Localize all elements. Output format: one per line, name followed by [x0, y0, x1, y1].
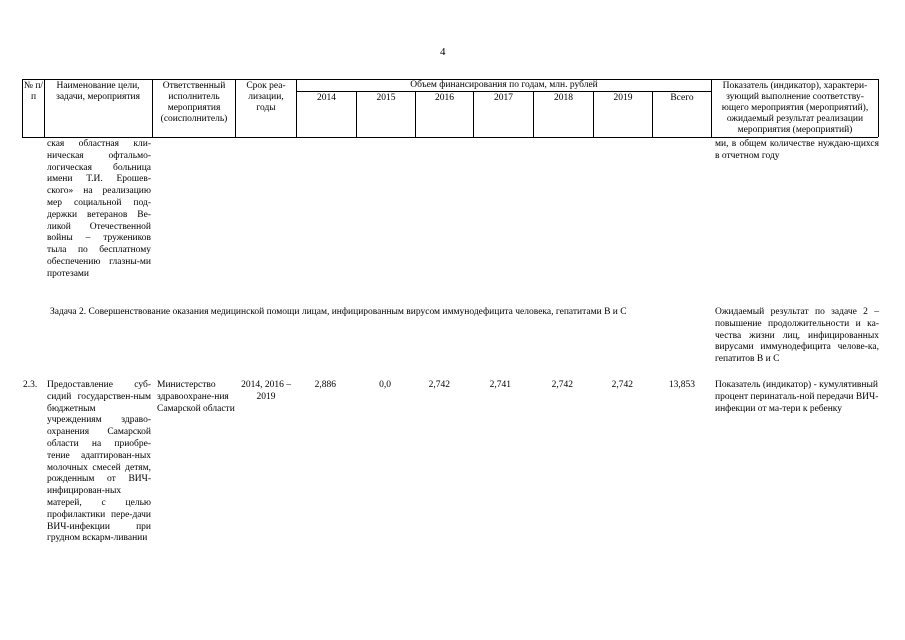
row-value-2019: 2,742 — [611, 380, 633, 390]
row-value-2016: 2,742 — [428, 380, 450, 390]
task-2-expected-result: Ожидаемый результат по задаче 2 – повышение продолжительности и ка-чества жизни лиц, инфицированных вирусами иммунодефицита челове-ка, гепатитов В и С — [715, 307, 879, 365]
row-value-total: 13,853 — [668, 380, 695, 390]
task-2-title: Задача 2. Совершенствование оказания медицинской помощи лицам, инфицированным вирусом иммунодефицита человека, гепатитами В и С — [50, 307, 627, 317]
row-value-2014: 2,886 — [314, 380, 336, 390]
header-col-indicator: Показатель (индикатор), характери-зующий выполнение соответству-ющего мероприятия (мероприятий), ожидаемый результат реализации мероприятия (мероприятий) — [721, 81, 869, 135]
header-col-number: № п/п — [23, 81, 44, 102]
header-year-2016: 2016 — [435, 93, 454, 103]
header-year-2015: 2015 — [376, 93, 396, 103]
row-term: 2014, 2016 – 2019 — [241, 380, 291, 402]
header-total: Всего — [670, 93, 694, 103]
header-year-2018: 2018 — [554, 93, 573, 103]
row-responsible: Министерство здравоохране-ния Самарской области — [157, 380, 235, 414]
header-col-responsible: Ответственный исполнитель мероприятия (соисполнитель) — [160, 81, 228, 124]
row-name: Предоставление суб-сидий государствен-ным бюджетным учреждениям здраво-охранения Самарской области на приобре-тение адаптирован-ных молочных смесей детям, рожденным от ВИЧ-инфицирован-ных матерей, с целью профилактики пере-дачи ВИЧ-инфекции при грудном вскарм-ливании — [47, 380, 151, 544]
header-year-2014: 2014 — [317, 93, 336, 103]
header-year-2017: 2017 — [494, 93, 513, 103]
header-col-name: Наименование цели, задачи, мероприятия — [56, 81, 140, 102]
continued-name-text: ская областная кли-ническая офтальмо-логическая больница имени Т.И. Ерошев-ского» на реализацию мер социальной под-держки ветеранов Ве-ликой Отечественной войны – тружеников тыла по бесплатному обеспечению глазны-ми протезами — [47, 139, 151, 279]
row-value-2017: 2,741 — [489, 380, 511, 390]
header-col-term: Срок реа-лизации, годы — [246, 81, 286, 113]
continued-indicator-text: ми, в общем количестве нуждаю-щихся в отчетном году — [715, 139, 879, 161]
page-number: 4 — [440, 46, 446, 58]
row-number: 2.3. — [23, 380, 38, 390]
row-value-2018: 2,742 — [551, 380, 573, 390]
header-col-funding: Объем финансирования по годам, млн. рублей — [410, 80, 598, 90]
row-value-2015: 0,0 — [379, 380, 391, 390]
header-year-2019: 2019 — [613, 93, 633, 103]
row-indicator: Показатель (индикатор) - кумулятивный процент перинаталь-ной передачи ВИЧ-инфекции от ма-тери к ребенку — [715, 380, 879, 414]
